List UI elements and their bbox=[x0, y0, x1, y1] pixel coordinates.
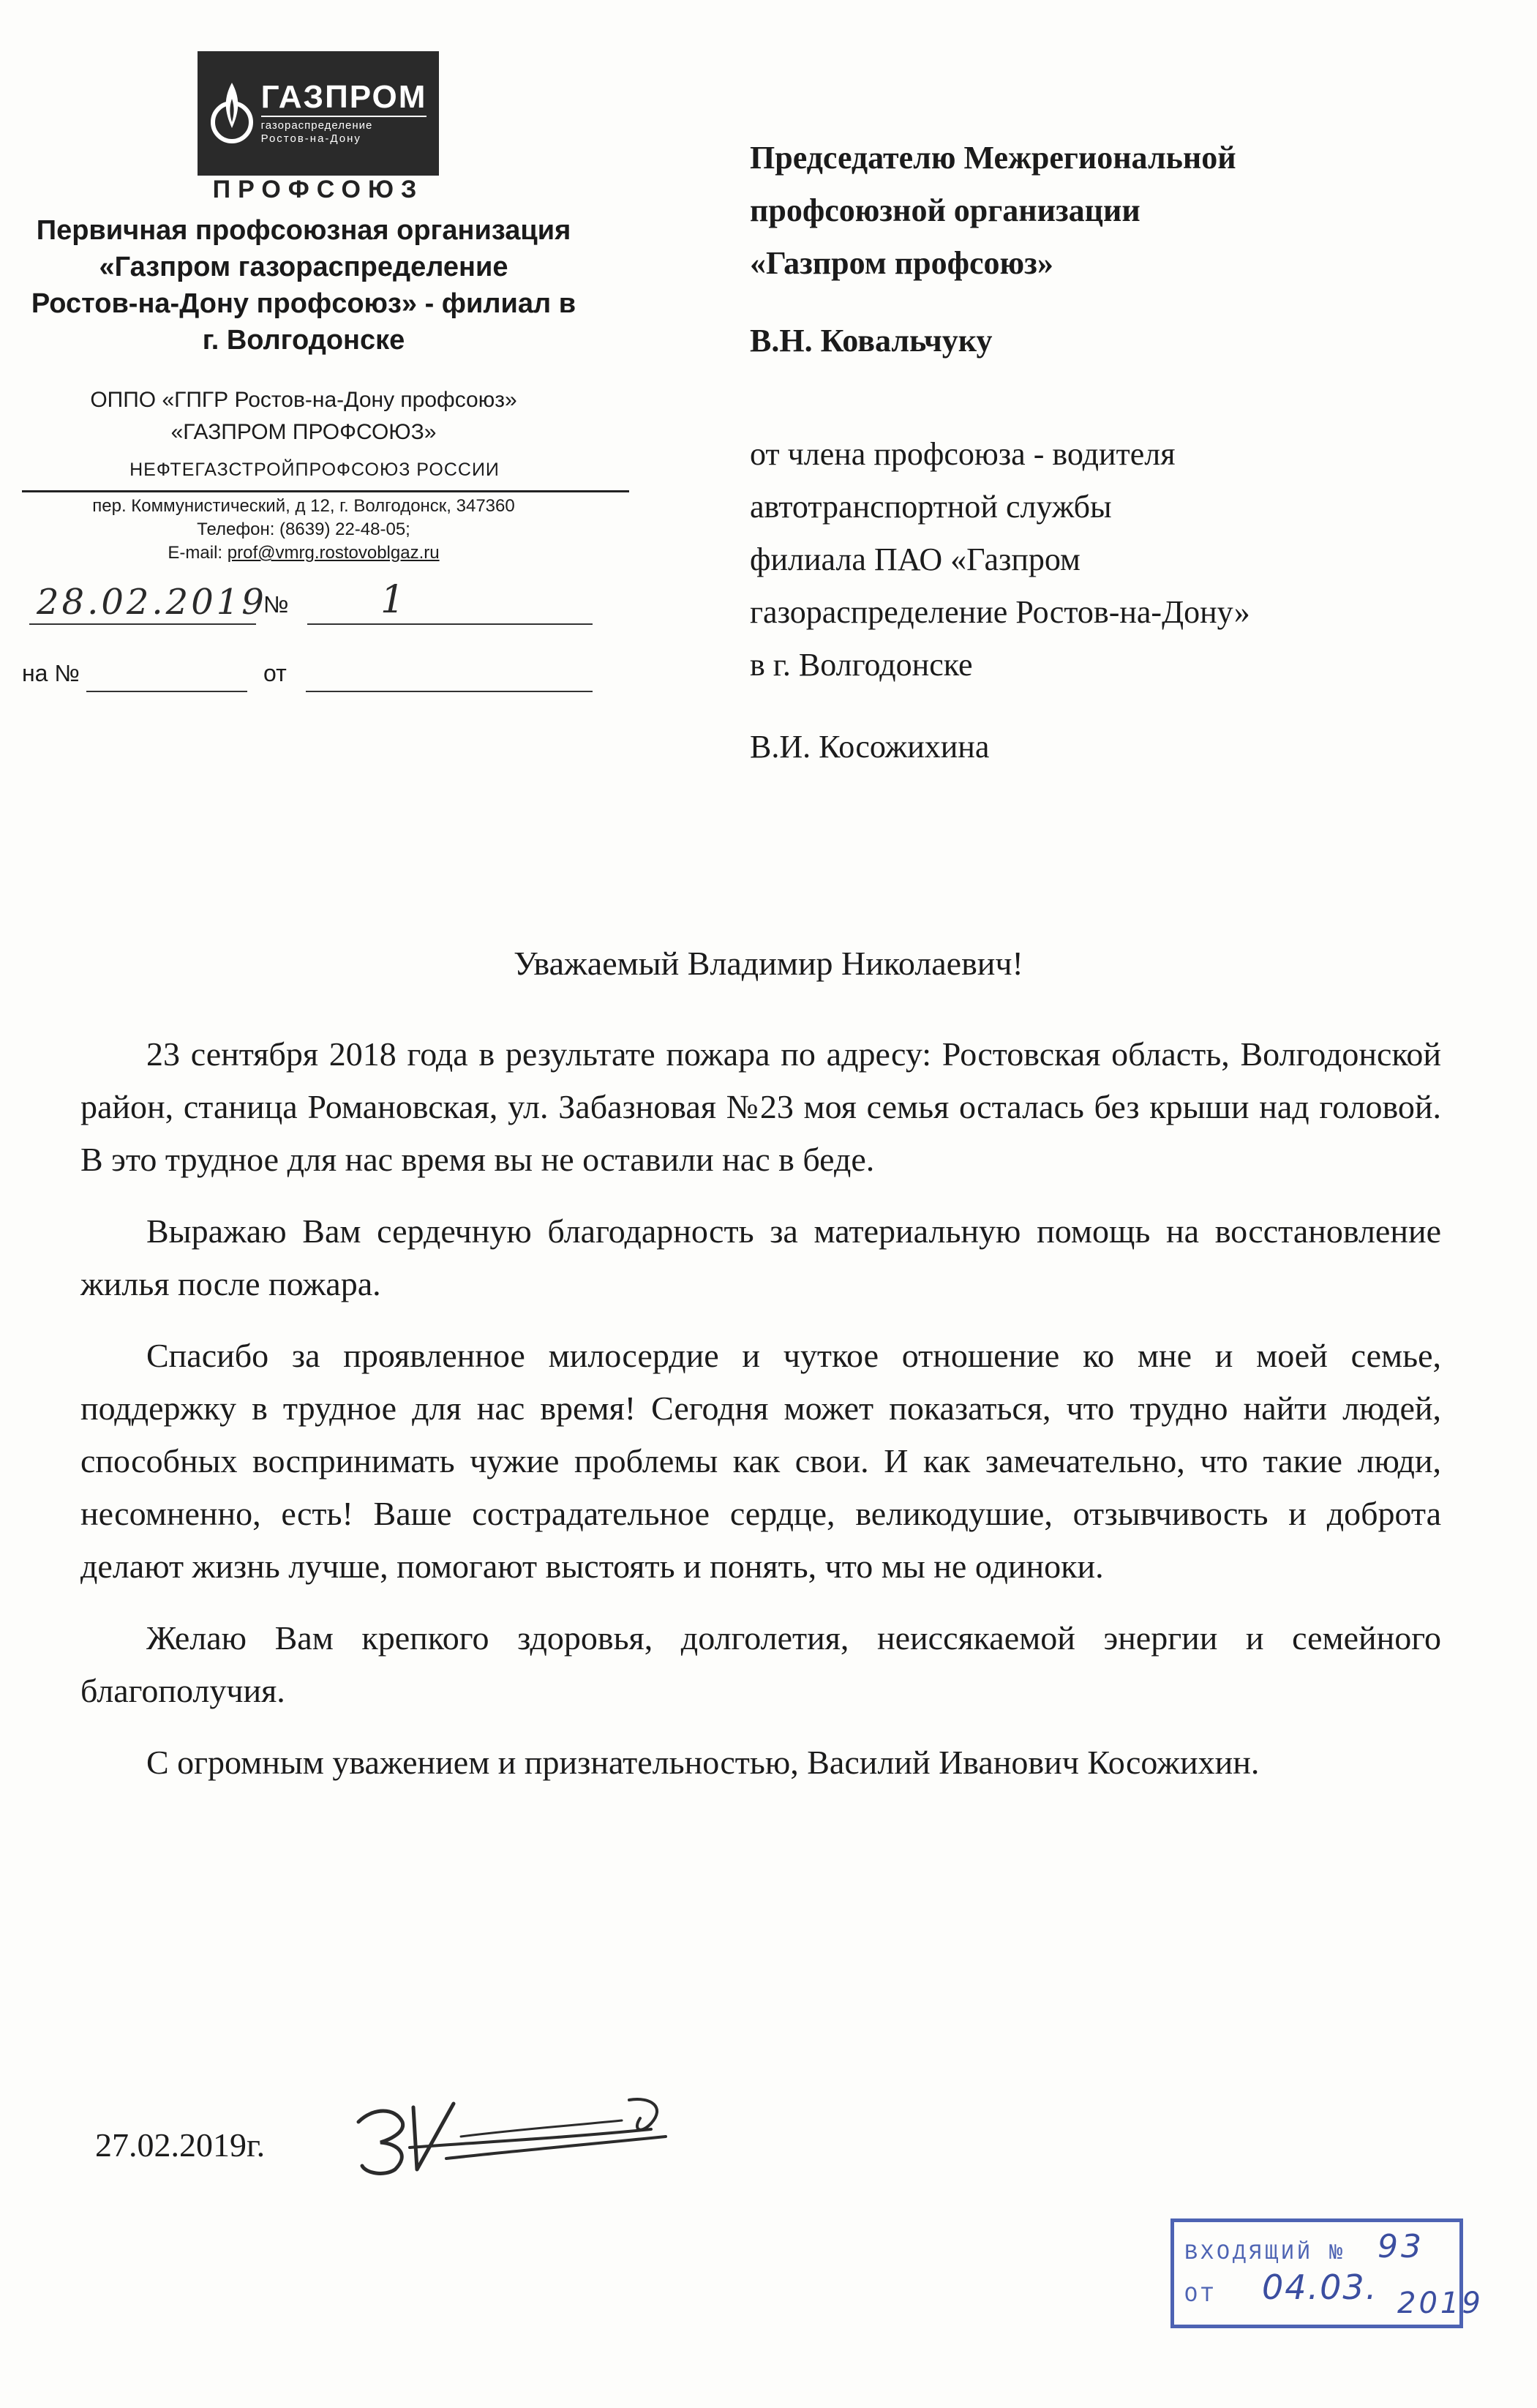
reference-label: на № bbox=[22, 660, 80, 686]
body-paragraph: Выражаю Вам сердечную благодарность за материальную помощь на восстановление жилья после пожара. bbox=[80, 1212, 1441, 1302]
logo-union-label: ПРОФСОЮЗ bbox=[212, 176, 424, 203]
sender-name: В.И. Косожихина bbox=[750, 729, 990, 765]
oppo-block bbox=[0, 384, 607, 449]
number-label: № bbox=[263, 591, 289, 618]
body-paragraph: С огромным уважением и признательностью, Василий Иванович Косожихин. bbox=[146, 1744, 1260, 1781]
stamp-year: 2019 bbox=[1397, 2287, 1484, 2320]
organization-name bbox=[0, 212, 607, 359]
sender-block bbox=[750, 428, 1511, 691]
logo-city: Ростов-на-Дону bbox=[260, 132, 361, 145]
oppo-line: ОППО «ГПГР Ростов-на-Дону профсоюз» bbox=[90, 388, 517, 412]
addressee-line: Председателю Межрегиональной bbox=[750, 140, 1236, 176]
incoming-stamp bbox=[1170, 2218, 1484, 2328]
sender-line: филиала ПАО «Газпром bbox=[750, 541, 1081, 577]
phone-number: Телефон: (8639) 22-48-05; bbox=[197, 520, 410, 539]
from-label: от bbox=[263, 660, 287, 686]
flame-icon bbox=[210, 77, 254, 150]
logo-row bbox=[210, 77, 427, 150]
addressee-line: профсоюзной организации bbox=[750, 192, 1140, 228]
org-line: Первичная профсоюзная организация bbox=[36, 215, 571, 246]
sender-line: газораспределение Ростов-на-Дону» bbox=[750, 594, 1250, 630]
number-underline bbox=[307, 623, 593, 625]
letter-body bbox=[80, 1028, 1441, 1808]
logo-text bbox=[261, 81, 427, 146]
stamp-incoming-label: ВХОДЯЩИЙ № bbox=[1184, 2241, 1346, 2266]
stamp-incoming-number: 93 bbox=[1378, 2228, 1424, 2265]
salutation: Уважаемый Владимир Николаевич! bbox=[514, 945, 1023, 982]
stamp-date-label: ОТ bbox=[1184, 2284, 1217, 2308]
contacts-block bbox=[0, 495, 607, 565]
sender-line: автотранспортной службы bbox=[750, 489, 1112, 525]
sender-line: от члена профсоюза - водителя bbox=[750, 436, 1176, 472]
oppo-line: «ГАЗПРОМ ПРОФСОЮЗ» bbox=[170, 420, 437, 444]
email-link[interactable]: prof@vmrg.rostovoblgaz.ru bbox=[227, 543, 440, 563]
body-paragraph: 23 сентября 2018 года в результате пожара по адресу: Ростовская область, Волгодонской район, станица Романовская, ул. Забазновая №23 моя семья осталась без крыши над головой. В это трудное для нас время вы не оставили нас в беде. bbox=[80, 1035, 1441, 1178]
email-label: E-mail: bbox=[168, 543, 228, 563]
logo-brand: ГАЗПРОМ bbox=[260, 79, 427, 115]
org-line: «Газпром газораспределение bbox=[99, 252, 508, 282]
from-underline bbox=[306, 691, 593, 692]
addressee-line: «Газпром профсоюз» bbox=[750, 245, 1053, 281]
body-paragraph: Спасибо за проявленное милосердие и чуткое отношение ко мне и моей семье, поддержку в трудное для нас время! Сегодня может показаться, что трудно найти людей, способных воспринимать чужие проблемы как свои. И как замечательно, что такие люди, несомненно, есть! Ваше сострадательное сердце, великодушие, отзывчивость и доброта делают жизнь лучше, помогают выстоять и понять, что мы не одиноки. bbox=[80, 1337, 1441, 1585]
date-underline bbox=[29, 623, 256, 625]
sender-line: в г. Волгодонске bbox=[750, 647, 973, 683]
org-line: г. Волгодонске bbox=[202, 325, 405, 356]
federation-name: НЕФТЕГАЗСТРОЙПРОФСОЮЗ РОССИИ bbox=[129, 460, 500, 480]
addressee-name: В.Н. Ковальчуку bbox=[750, 323, 993, 359]
registration-number: 1 bbox=[380, 578, 405, 622]
email-row bbox=[0, 541, 607, 565]
body-paragraph: Желаю Вам крепкого здоровья, долголетия, неиссякаемой энергии и семейного благополучия. bbox=[80, 1619, 1441, 1709]
letterhead-divider bbox=[22, 490, 629, 492]
stamp-incoming-date: 04.03. bbox=[1262, 2268, 1378, 2307]
logo-subtitle: газораспределение bbox=[261, 116, 427, 132]
postal-address: пер. Коммунистический, д 12, г. Волгодонск, 347360 bbox=[92, 496, 515, 516]
org-line: Ростов-на-Дону профсоюз» - филиал в bbox=[31, 288, 576, 319]
gazprom-logo bbox=[198, 51, 439, 176]
addressee-block bbox=[750, 132, 1511, 290]
reference-underline bbox=[86, 691, 247, 692]
registration-date: 28.02.2019 bbox=[37, 582, 267, 623]
signature bbox=[344, 2078, 688, 2188]
letter-date: 27.02.2019г. bbox=[95, 2126, 266, 2164]
